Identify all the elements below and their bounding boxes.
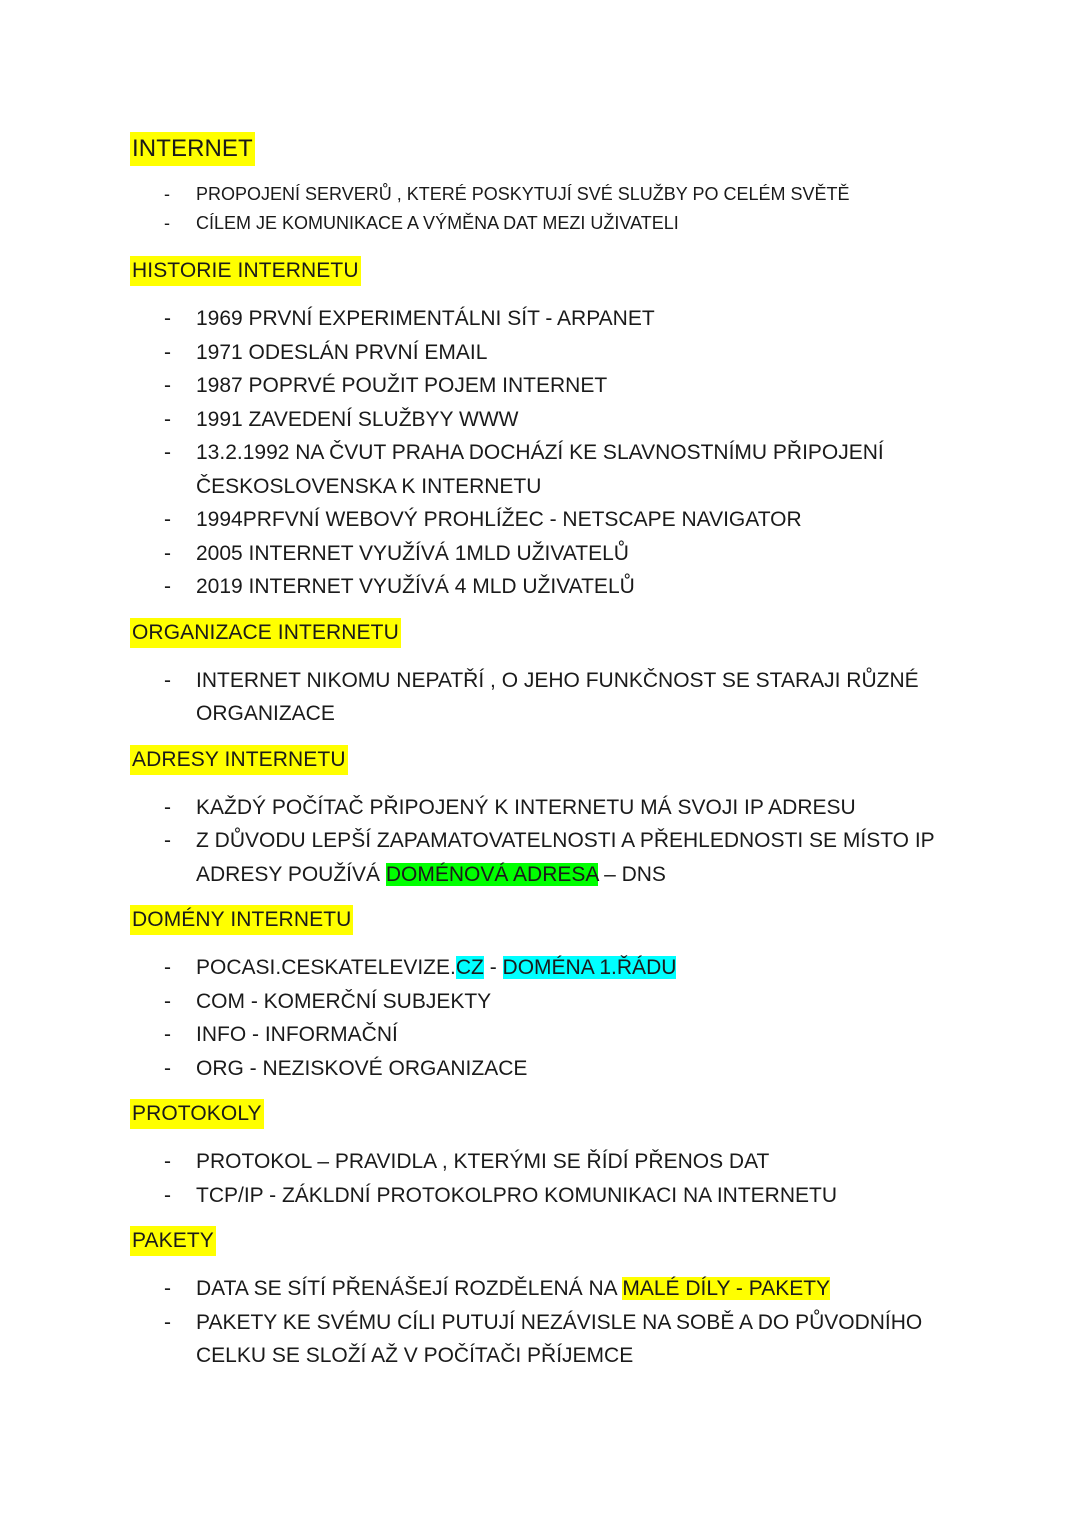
heading-protokoly: PROTOKOLY	[130, 1099, 264, 1129]
section-organizace	[130, 618, 980, 745]
heading-historie: HISTORIE INTERNETU	[130, 256, 361, 286]
domain-before: POCASI.CESKATELEVIZE.	[196, 956, 456, 979]
list-item: - PROTOKOL – PRAVIDLA , KTERÝMI SE ŘÍDÍ PŘENOS DAT	[130, 1145, 980, 1179]
list-organizace	[130, 664, 980, 731]
list-internet	[130, 180, 980, 238]
section-protokoly	[130, 1099, 980, 1226]
list-adresy	[130, 791, 980, 892]
list-item	[130, 664, 980, 731]
heading-domeny: DOMÉNY INTERNETU	[130, 905, 353, 935]
list-item-line: PAKETY KE SVÉMU CÍLI PUTUJÍ NEZÁVISLE NA SOBĚ A DO PŮVODNÍHO	[196, 1310, 923, 1334]
list-item: - ORG - NEZISKOVÉ ORGANIZACE	[130, 1052, 980, 1086]
list-item: - KAŽDÝ POČÍTAČ PŘIPOJENÝ K INTERNETU MÁ SVOJI IP ADRESU	[130, 791, 980, 825]
list-item-line: ORGANIZACE	[196, 702, 335, 725]
highlight-cz: CZ	[455, 956, 484, 979]
section-adresy	[130, 745, 980, 906]
list-item-line: CELKU SE SLOŽÍ AŽ V POČÍTAČI PŘÍJEMCE	[196, 1344, 634, 1367]
heading-organizace: ORGANIZACE INTERNETU	[130, 618, 401, 648]
list-item: - 2005 INTERNET VYUŽÍVÁ 1MLD UŽIVATELŮ	[130, 537, 980, 571]
heading-adresy: ADRESY INTERNETU	[130, 745, 348, 775]
list-item	[130, 1306, 980, 1373]
list-item	[130, 1272, 980, 1306]
list-item: - 1969 PRVNÍ EXPERIMENTÁLNI SÍT - ARPANET	[130, 302, 980, 336]
section-domeny	[130, 905, 980, 1099]
list-item: - 2019 INTERNET VYUŽÍVÁ 4 MLD UŽIVATELŮ	[130, 570, 980, 604]
list-item: - 1987 POPRVÉ POUŽIT POJEM INTERNET	[130, 369, 980, 403]
list-item: - INFO - INFORMAČNÍ	[130, 1018, 980, 1052]
list-item: - CÍLEM JE KOMUNIKACE A VÝMĚNA DAT MEZI UŽIVATELI	[130, 209, 980, 238]
list-item: - COM - KOMERČNÍ SUBJEKTY	[130, 985, 980, 1019]
section-historie	[130, 256, 980, 618]
section-pakety	[130, 1226, 980, 1373]
heading-internet: INTERNET	[130, 132, 255, 166]
list-item-line: 13.2.1992 NA ČVUT PRAHA DOCHÁZÍ KE SLAVNOSTNÍMU PŘIPOJENÍ	[196, 441, 884, 464]
dns-before: ADRESY POUŽÍVÁ	[196, 862, 386, 886]
highlight-domena-1-radu: DOMÉNA 1.ŘÁDU	[502, 956, 677, 979]
list-pakety	[130, 1272, 980, 1373]
section-internet	[130, 132, 980, 256]
dns-after: – DNS	[598, 862, 666, 886]
heading-pakety: PAKETY	[130, 1226, 216, 1256]
list-item-line: INTERNET NIKOMU NEPATŘÍ , O JEHO FUNKČNOST SE STARAJI RŮZNÉ	[196, 668, 919, 692]
list-item: - 1991 ZAVEDENÍ SLUŽBYY WWW	[130, 403, 980, 437]
list-item: - TCP/IP - ZÁKLDNÍ PROTOKOLPRO KOMUNIKACI NA INTERNETU	[130, 1179, 980, 1213]
list-item	[130, 436, 980, 503]
list-item: - PROPOJENÍ SERVERŮ , KTERÉ POSKYTUJÍ SVÉ SLUŽBY PO CELÉM SVĚTĚ	[130, 180, 980, 209]
list-item-line: Z DŮVODU LEPŠÍ ZAPAMATOVATELNOSTI A PŘEHLEDNOSTI SE MÍSTO IP	[196, 829, 935, 852]
list-item: - 1994PRFVNÍ WEBOVÝ PROHLÍŽEC - NETSCAPE NAVIGATOR	[130, 503, 980, 537]
list-protokoly	[130, 1145, 980, 1212]
highlight-male-dily-pakety: MALÉ DÍLY - PAKETY	[622, 1277, 831, 1300]
list-domeny	[130, 951, 980, 1085]
highlight-domenova-adresa: DOMÉNOVÁ ADRESA	[385, 862, 599, 886]
packet-before: DATA SE SÍTÍ PŘENÁŠEJÍ ROZDĚLENÁ NA	[196, 1277, 623, 1300]
list-item: - 1971 ODESLÁN PRVNÍ EMAIL	[130, 336, 980, 370]
domain-middle: -	[483, 956, 503, 979]
list-item-line: ČESKOSLOVENSKA K INTERNETU	[196, 474, 542, 498]
list-historie	[130, 302, 980, 604]
list-item	[130, 951, 980, 985]
list-item	[130, 824, 980, 891]
